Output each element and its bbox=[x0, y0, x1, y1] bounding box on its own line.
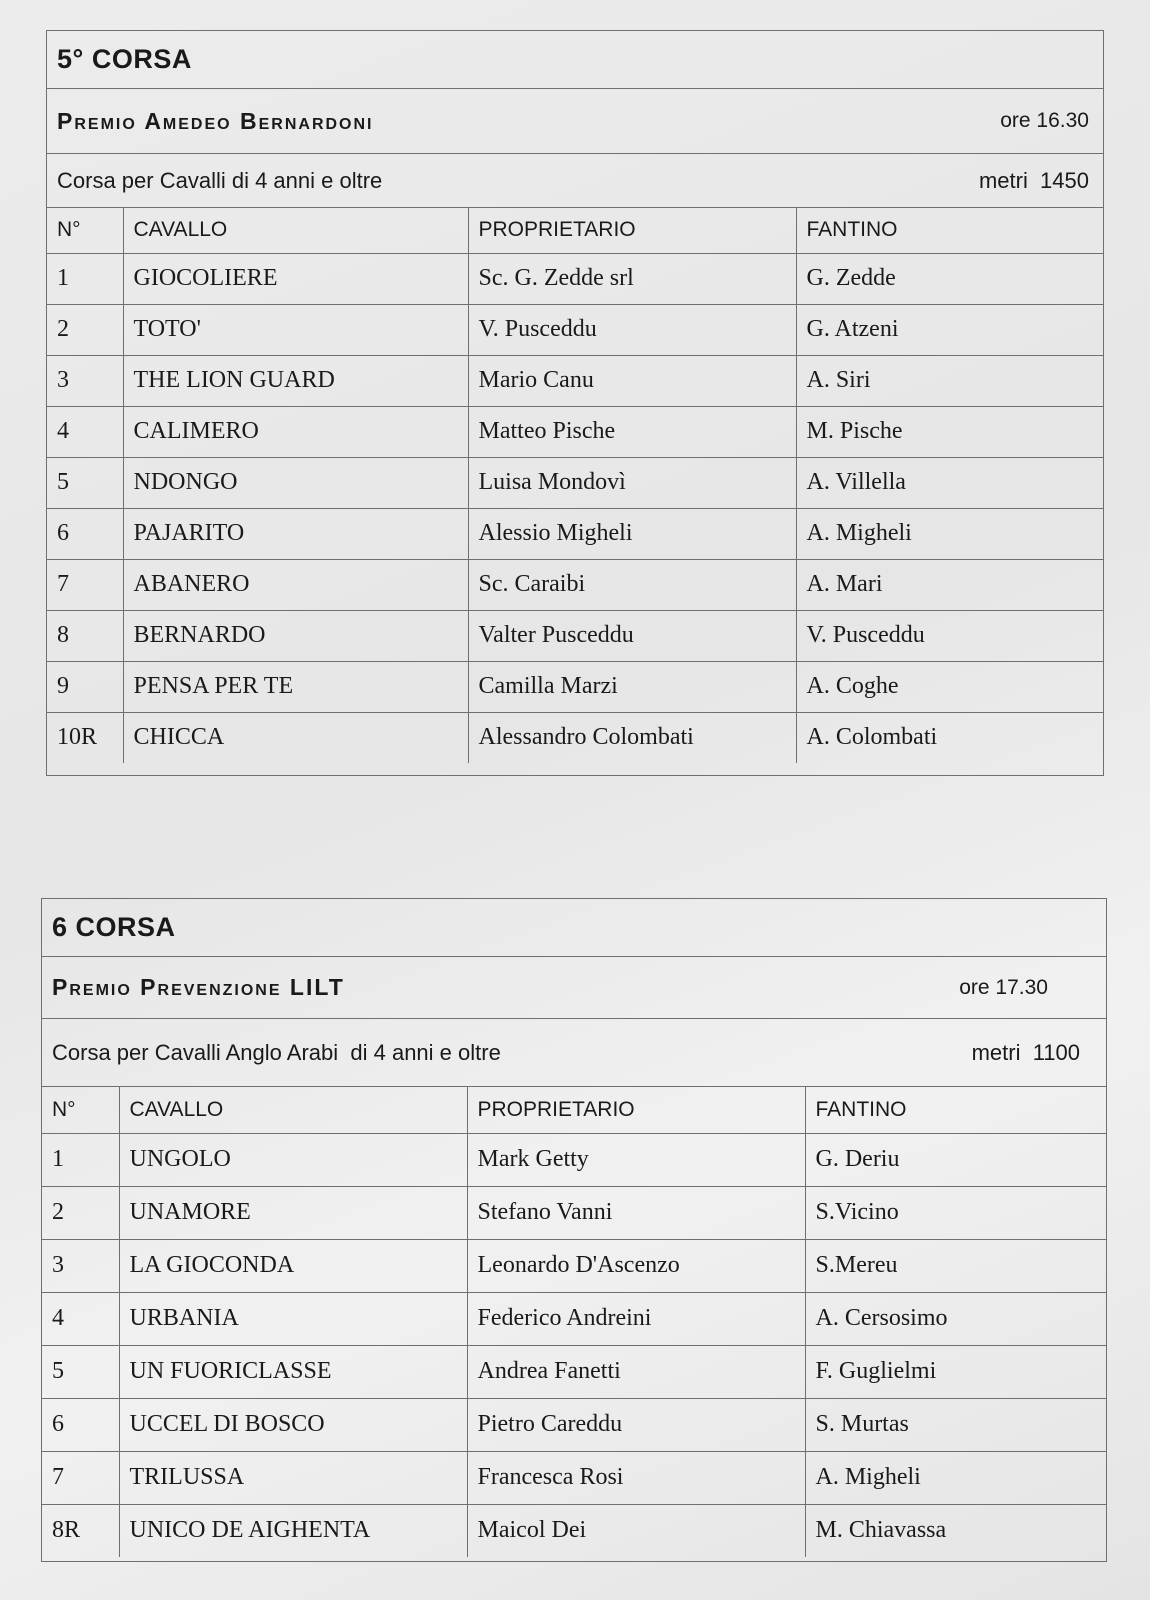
entry-jockey: S.Vicino bbox=[805, 1186, 1106, 1239]
col-header-horse: CAVALLO bbox=[119, 1087, 467, 1133]
col-header-jockey: FANTINO bbox=[805, 1087, 1106, 1133]
entry-jockey: A. Villella bbox=[796, 457, 1103, 508]
entry-owner: Luisa Mondovì bbox=[468, 457, 796, 508]
col-header-owner: PROPRIETARIO bbox=[468, 208, 796, 253]
entry-num: 7 bbox=[47, 559, 123, 610]
entry-horse: CHICCA bbox=[123, 712, 468, 763]
entry-horse: UN FUORICLASSE bbox=[119, 1345, 467, 1398]
entry-horse: UCCEL DI BOSCO bbox=[119, 1398, 467, 1451]
entry-horse: TOTO' bbox=[123, 304, 468, 355]
col-header-jockey: FANTINO bbox=[796, 208, 1103, 253]
entry-jockey: M. Pische bbox=[796, 406, 1103, 457]
entry-owner: Federico Andreini bbox=[467, 1292, 805, 1345]
entry-jockey: A. Cersosimo bbox=[805, 1292, 1106, 1345]
table-row bbox=[42, 1345, 1106, 1398]
entry-horse: ABANERO bbox=[123, 559, 468, 610]
conditions-row bbox=[42, 1019, 1106, 1087]
entry-num: 9 bbox=[47, 661, 123, 712]
entry-jockey: M. Chiavassa bbox=[805, 1504, 1106, 1557]
entry-owner: Pietro Careddu bbox=[467, 1398, 805, 1451]
entry-num: 5 bbox=[47, 457, 123, 508]
entry-horse: CALIMERO bbox=[123, 406, 468, 457]
entry-jockey: F. Guglielmi bbox=[805, 1345, 1106, 1398]
race-title-row bbox=[47, 31, 1103, 89]
premio-row bbox=[47, 89, 1103, 154]
entry-owner: Alessandro Colombati bbox=[468, 712, 796, 763]
premio-name: Premio Prevenzione LILT bbox=[52, 974, 345, 1000]
entry-jockey: G. Deriu bbox=[805, 1133, 1106, 1186]
entry-num: 1 bbox=[47, 253, 123, 304]
entry-jockey: A. Mari bbox=[796, 559, 1103, 610]
entry-horse: UNAMORE bbox=[119, 1186, 467, 1239]
race-card-5 bbox=[46, 30, 1104, 776]
table-row bbox=[42, 1398, 1106, 1451]
entries-table bbox=[47, 208, 1103, 763]
entry-jockey: A. Coghe bbox=[796, 661, 1103, 712]
entry-owner: Alessio Migheli bbox=[468, 508, 796, 559]
table-row bbox=[47, 508, 1103, 559]
race-title: 5° CORSA bbox=[57, 44, 192, 74]
table-row bbox=[47, 712, 1103, 763]
entry-num: 7 bbox=[42, 1451, 119, 1504]
table-row bbox=[47, 304, 1103, 355]
entry-horse: LA GIOCONDA bbox=[119, 1239, 467, 1292]
table-row bbox=[47, 355, 1103, 406]
entry-jockey: A. Siri bbox=[796, 355, 1103, 406]
entry-num: 6 bbox=[42, 1398, 119, 1451]
table-row bbox=[47, 253, 1103, 304]
entry-num: 4 bbox=[42, 1292, 119, 1345]
entry-num: 4 bbox=[47, 406, 123, 457]
entry-num: 5 bbox=[42, 1345, 119, 1398]
entry-owner: Leonardo D'Ascenzo bbox=[467, 1239, 805, 1292]
entry-num: 1 bbox=[42, 1133, 119, 1186]
entry-jockey: S.Mereu bbox=[805, 1239, 1106, 1292]
table-row bbox=[42, 1186, 1106, 1239]
race-conditions: Corsa per Cavalli di 4 anni e oltre bbox=[57, 167, 383, 193]
entry-num: 10R bbox=[47, 712, 123, 763]
entry-num: 8R bbox=[42, 1504, 119, 1557]
race-distance: metri 1450 bbox=[978, 167, 1089, 193]
entry-owner: Francesca Rosi bbox=[467, 1451, 805, 1504]
race-title: 6 CORSA bbox=[52, 912, 176, 942]
entry-horse: URBANIA bbox=[119, 1292, 467, 1345]
entry-horse: TRILUSSA bbox=[119, 1451, 467, 1504]
table-row bbox=[42, 1292, 1106, 1345]
table-row bbox=[47, 406, 1103, 457]
entry-jockey: G. Atzeni bbox=[796, 304, 1103, 355]
entry-num: 3 bbox=[42, 1239, 119, 1292]
col-header-num: N° bbox=[47, 208, 123, 253]
entry-owner: Sc. G. Zedde srl bbox=[468, 253, 796, 304]
entry-horse: THE LION GUARD bbox=[123, 355, 468, 406]
entry-owner: Matteo Pische bbox=[468, 406, 796, 457]
entry-num: 3 bbox=[47, 355, 123, 406]
entry-jockey: S. Murtas bbox=[805, 1398, 1106, 1451]
start-time: ore 17.30 bbox=[959, 975, 1048, 999]
entry-horse: PENSA PER TE bbox=[123, 661, 468, 712]
col-header-owner: PROPRIETARIO bbox=[467, 1087, 805, 1133]
table-header-row bbox=[42, 1087, 1106, 1133]
entry-horse: GIOCOLIERE bbox=[123, 253, 468, 304]
entry-jockey: A. Colombati bbox=[796, 712, 1103, 763]
entry-num: 2 bbox=[42, 1186, 119, 1239]
entries-table bbox=[42, 1087, 1106, 1557]
entry-horse: BERNARDO bbox=[123, 610, 468, 661]
entry-num: 2 bbox=[47, 304, 123, 355]
col-header-horse: CAVALLO bbox=[123, 208, 468, 253]
entry-owner: Andrea Fanetti bbox=[467, 1345, 805, 1398]
entry-owner: Maicol Dei bbox=[467, 1504, 805, 1557]
entry-jockey: A. Migheli bbox=[796, 508, 1103, 559]
race-distance: metri 1100 bbox=[971, 1039, 1080, 1065]
table-row bbox=[42, 1133, 1106, 1186]
start-time: ore 16.30 bbox=[1000, 109, 1089, 132]
premio-name: Premio Amedeo Bernardoni bbox=[57, 107, 374, 134]
entry-num: 6 bbox=[47, 508, 123, 559]
entry-jockey: G. Zedde bbox=[796, 253, 1103, 304]
table-row bbox=[42, 1451, 1106, 1504]
entry-owner: Mario Canu bbox=[468, 355, 796, 406]
table-row bbox=[47, 559, 1103, 610]
entry-horse: UNGOLO bbox=[119, 1133, 467, 1186]
entry-horse: PAJARITO bbox=[123, 508, 468, 559]
table-row bbox=[47, 610, 1103, 661]
entry-jockey: V. Pusceddu bbox=[796, 610, 1103, 661]
entry-owner: Stefano Vanni bbox=[467, 1186, 805, 1239]
race-title-row bbox=[42, 899, 1106, 957]
entry-jockey: A. Migheli bbox=[805, 1451, 1106, 1504]
conditions-row bbox=[47, 154, 1103, 208]
race-card-6 bbox=[41, 898, 1107, 1562]
table-row bbox=[47, 457, 1103, 508]
table-row bbox=[42, 1504, 1106, 1557]
entry-owner: Camilla Marzi bbox=[468, 661, 796, 712]
entry-horse: NDONGO bbox=[123, 457, 468, 508]
entry-owner: V. Pusceddu bbox=[468, 304, 796, 355]
table-header-row bbox=[47, 208, 1103, 253]
premio-row bbox=[42, 957, 1106, 1019]
race-conditions: Corsa per Cavalli Anglo Arabi di 4 anni e oltre bbox=[52, 1039, 501, 1065]
col-header-num: N° bbox=[42, 1087, 119, 1133]
entry-owner: Valter Pusceddu bbox=[468, 610, 796, 661]
table-row bbox=[47, 661, 1103, 712]
entry-owner: Sc. Caraibi bbox=[468, 559, 796, 610]
entry-owner: Mark Getty bbox=[467, 1133, 805, 1186]
entry-horse: UNICO DE AIGHENTA bbox=[119, 1504, 467, 1557]
entry-num: 8 bbox=[47, 610, 123, 661]
table-row bbox=[42, 1239, 1106, 1292]
